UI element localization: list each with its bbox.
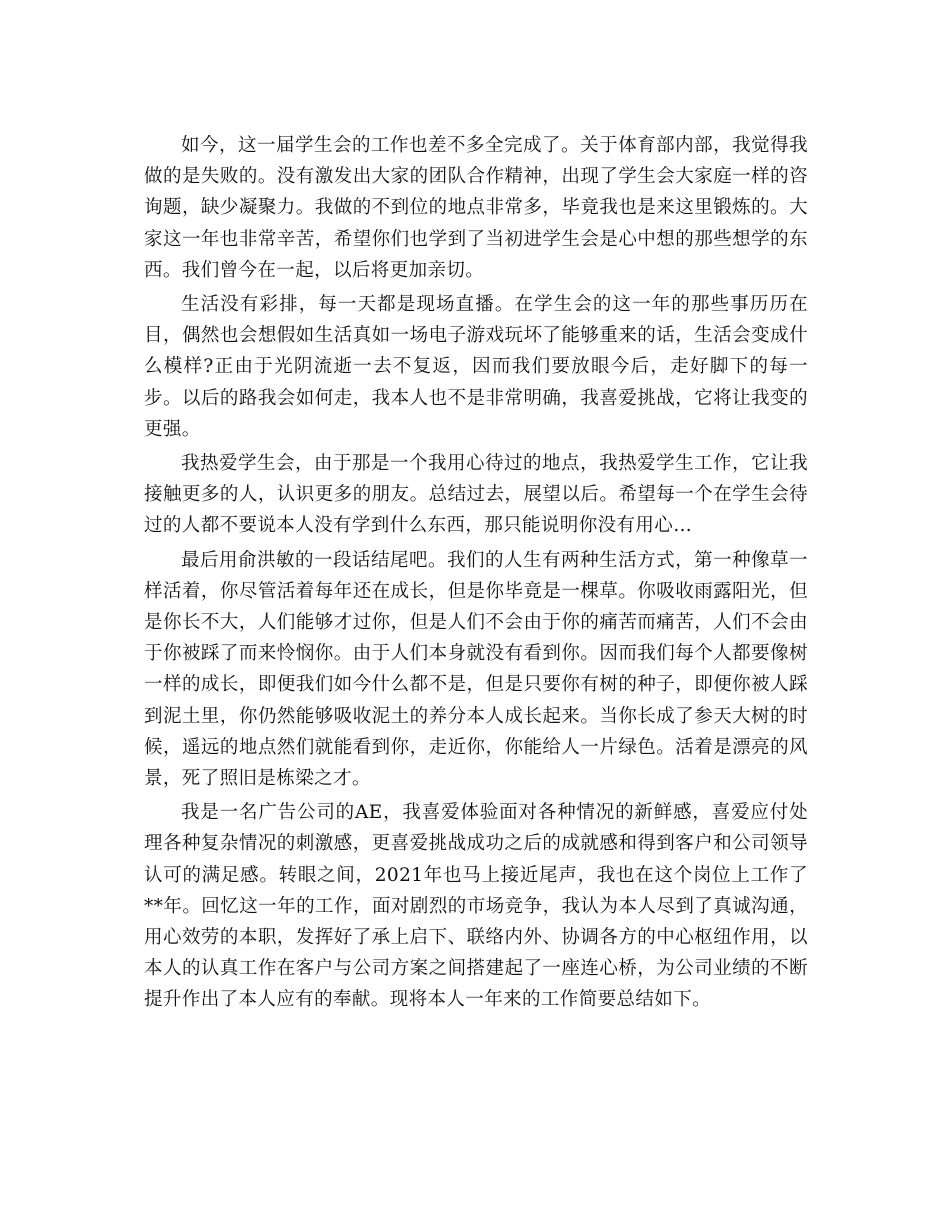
document-body xyxy=(144,130,808,1019)
paragraph: 最后用俞洪敏的一段话结尾吧。我们的人生有两种生活方式，第一种像草一样活着，你尽管活着每年还在成长，但是你毕竟是一棵草。你吸收雨露阳光，但是你长不大，人们能够才过你，但是人们不会由于你的痛苦而痛苦，人们不会由于你被踩了而来怜悯你。由于人们本身就没有看到你。因而我们每个人都要像树一样的成长，即便我们如今什么都不是，但是只要你有树的种子，即便你被人踩到泥土里，你仍然能够吸收泥土的养分本人成长起来。当你长成了参天大树的时候，遥远的地点然们就能看到你，走近你，你能给人一片绿色。活着是漂亮的风景，死了照旧是栋梁之才。 xyxy=(144,549,808,790)
paragraph: 如今，这一届学生会的工作也差不多全完成了。关于体育部内部，我觉得我做的是失败的。没有激发出大家的团队合作精神，出现了学生会大家庭一样的咨询题，缺少凝聚力。我做的不到位的地点非常多，毕竟我也是来这里锻炼的。大家这一年也非常辛苦，希望你们也学到了当初进学生会是心中想的那些想学的东西。我们曾今在一起，以后将更加亲切。 xyxy=(144,135,808,281)
paragraph: 我是一名广告公司的AE，我喜爱体验面对各种情况的新鲜感，喜爱应付处理各种复杂情况的刺激感，更喜爱挑战成功之后的成就感和得到客户和公司领导认可的满足感。转眼之间，2021年也马上接近尾声，我也在这个岗位上工作了**年。回忆这一年的工作，面对剧烈的市场竞争，我认为本人尽到了真诚沟通，用心效劳的本职，发挥好了承上启下、联络内外、协调各方的中心枢纽作用，以本人的认真工作在客户与公司方案之间搭建起了一座连心桥，为公司业绩的不断提升作出了本人应有的奉献。现将本人一年来的工作简要总结如下。 xyxy=(144,802,808,1011)
paragraph: 生活没有彩排，每一天都是现场直播。在学生会的这一年的那些事历历在目，偶然也会想假如生活真如一场电子游戏玩坏了能够重来的话，生活会变成什么模样?正由于光阴流逝一去不复返，因而我们要放眼今后，走好脚下的每一步。以后的路我会如何走，我本人也不是非常明确，我喜爱挑战，它将让我变的更强。 xyxy=(144,294,808,440)
paragraph: 我热爱学生会，由于那是一个我用心待过的地点，我热爱学生工作，它让我接触更多的人，认识更多的朋友。总结过去，展望以后。希望每一个在学生会待过的人都不要说本人没有学到什么东西，那只能说明你没有用心… xyxy=(144,453,808,537)
